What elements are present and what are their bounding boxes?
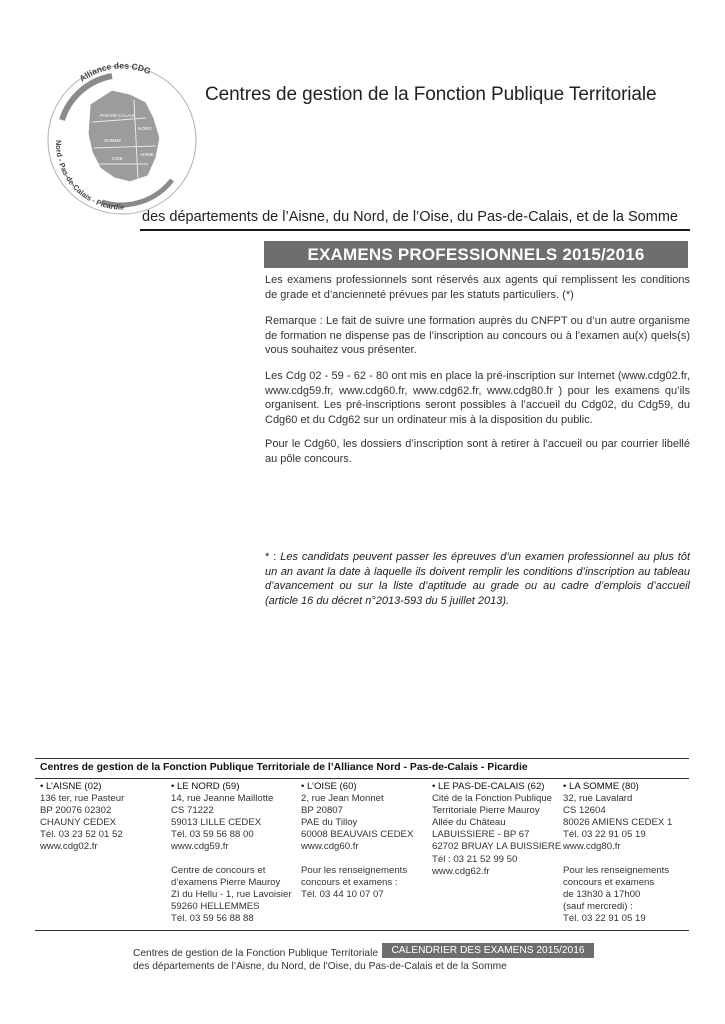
contact-line: www.cdg60.fr xyxy=(301,841,359,853)
contact-extra-line: d’examens Pierre Mauroy xyxy=(171,876,281,888)
contact-line: Territoriale Pierre Mauroy xyxy=(432,805,540,817)
footnote-text: Les candidats peuvent passer les épreuves d’un examen professionnel au plus tôt un an avant la date à laquelle ils doivent remplir les conditions d’inscription au tableau d’avancement ou sur la liste d’aptitude au grade ou au cadre d’emplois d’accueil (article 16 du décret n°2013-593 du 5 juillet 2013). xyxy=(265,551,691,607)
footer-title: Centres de gestion de la Fonction Publique Territoriale de l’Alliance Nord - Pas-de-Calais - Picardie xyxy=(40,762,528,773)
contact-line: Tél. 03 22 91 05 19 xyxy=(563,829,646,841)
contact-line: www.cdg59.fr xyxy=(171,841,229,853)
contact-column-oise xyxy=(301,781,413,901)
contact-line: www.cdg02.fr xyxy=(40,841,98,853)
contact-line: www.cdg62.fr xyxy=(432,865,490,877)
contact-column-pas-de-calais xyxy=(432,781,561,878)
logo-arc-top-text: Alliance des CDG xyxy=(77,60,153,84)
section-banner xyxy=(264,241,688,268)
map-label-nord: NORD xyxy=(138,126,152,131)
contact-line: 14, rue Jeanne Maillotte xyxy=(171,793,274,805)
contact-extra-line: Tél. 03 59 56 88 88 xyxy=(171,912,254,924)
contact-line: LABUISSIERE - BP 67 xyxy=(432,829,530,841)
contact-line: 136 ter, rue Pasteur xyxy=(40,793,125,805)
contact-extra-line: concours et examens : xyxy=(301,876,398,888)
contact-column-somme xyxy=(563,781,672,925)
footer-title-rule xyxy=(35,778,689,779)
contact-spacer xyxy=(301,854,413,865)
contact-line: www.cdg80.fr xyxy=(563,841,621,853)
bottom-caption-line2: des départements de l’Aisne, du Nord, de l’Oise, du Pas-de-Calais et de la Somme xyxy=(133,961,507,972)
contact-extra-line: de 13h30 à 17h00 xyxy=(563,888,641,900)
footer-top-rule xyxy=(35,758,689,759)
map-label-somme: SOMME xyxy=(104,138,122,143)
contact-extra-line: Centre de concours et xyxy=(171,864,266,876)
region-map xyxy=(88,90,160,182)
logo-arc-bottom-text: Nord - Pas-de-Calais - Picardie xyxy=(53,139,125,212)
contact-extra-line: concours et examens xyxy=(563,876,655,888)
contact-extra-line: Pour les renseignements xyxy=(563,864,670,876)
contact-line: Tél. 03 59 56 88 00 xyxy=(171,829,254,841)
contact-extra-line: 59260 HELLEMMES xyxy=(171,900,260,912)
contact-line: 32, rue Lavalard xyxy=(563,793,633,805)
contact-column-nord xyxy=(171,781,292,925)
remark-paragraph: Remarque : Le fait de suivre une formation auprès du CNFPT ou d’un autre organisme de formation ne dispense pas de l’inscription au concours ou à l’examen au(x) quels(s) vous souhaitez vous présenter. xyxy=(265,315,690,357)
contact-extra-line: Pour les renseignements xyxy=(301,864,408,876)
contact-line: Tél : 03 21 52 99 50 xyxy=(432,853,518,865)
contact-line: CS 71222 xyxy=(171,805,214,817)
contact-line: 80026 AMIENS CEDEX 1 xyxy=(563,817,673,829)
calendar-badge-label: CALENDRIER DES EXAMENS 2015/2016 xyxy=(391,945,585,956)
contact-line: 2, rue Jean Monnet xyxy=(301,793,384,805)
cdg60-paragraph: Pour le Cdg60, les dossiers d’inscription sont à retirer à l’accueil ou par courrier libellé au pôle concours. xyxy=(265,438,690,465)
page-title: Centres de gestion de la Fonction Publique Territoriale xyxy=(205,84,657,105)
contact-line: PAE du Tilloy xyxy=(301,817,358,829)
contact-line: 59013 LILLE CEDEX xyxy=(171,817,262,829)
contact-heading: • L’AISNE (02) xyxy=(40,781,102,792)
preinscription-paragraph: Les Cdg 02 - 59 - 62 - 80 ont mis en place la pré-inscription sur Internet (www.cdg02.fr, www.cdg59.fr, www.cdg60.fr, www.cdg62.fr, www.cdg80.fr ) pour les examens qu’ils organisent. Les pré-inscriptions seront possibles à l’accueil du Cdg02, du Cdg59, du Cdg60 et du Cdg62 sur un ordinateur mis à la disposition du public. xyxy=(265,370,690,426)
intro-paragraph: Les examens professionnels sont réservés aux agents qui remplissent les conditions de grade et d’ancienneté prévues par les statuts particuliers. (*) xyxy=(265,274,690,301)
cdg-alliance-logo xyxy=(42,60,202,220)
contact-extra-line: Tél. 03 22 91 05 19 xyxy=(563,912,646,924)
contact-column-aisne xyxy=(40,781,124,854)
calendar-badge xyxy=(382,943,594,958)
map-label-pas-de-calais: PAS-DE-CALAIS xyxy=(100,113,135,118)
contact-heading: • L’OISE (60) xyxy=(301,781,357,792)
footer-bottom-rule xyxy=(35,930,689,931)
contact-extra-line: Tél. 03 44 10 07 07 xyxy=(301,888,384,900)
contact-line: Allée du Château xyxy=(432,817,506,829)
map-label-oise: OISE xyxy=(112,156,123,161)
contact-line: 62702 BRUAY LA BUISSIERE xyxy=(432,841,562,853)
page-subtitle: des départements de l’Aisne, du Nord, de l’Oise, du Pas-de-Calais, et de la Somme xyxy=(142,209,678,225)
svg-text:Alliance des CDG xyxy=(77,60,152,83)
contact-line: CS 12604 xyxy=(563,805,606,817)
contact-line: Tél. 03 23 52 01 52 xyxy=(40,829,123,841)
contact-heading: • LE PAS-DE-CALAIS (62) xyxy=(432,781,545,792)
bottom-caption-line1: Centres de gestion de la Fonction Publique Territoriale xyxy=(133,948,379,959)
map-label-aisne: AISNE xyxy=(140,152,154,157)
contact-spacer xyxy=(563,854,672,865)
banner-label: EXAMENS PROFESSIONNELS 2015/2016 xyxy=(307,245,645,264)
contact-spacer xyxy=(171,854,292,865)
contact-line: 60008 BEAUVAIS CEDEX xyxy=(301,829,414,841)
header-divider xyxy=(140,229,690,231)
footnote-marker: * : xyxy=(265,551,281,563)
contact-line: Cité de la Fonction Publique xyxy=(432,793,552,805)
contact-line: BP 20807 xyxy=(301,805,343,817)
contact-extra-line: (sauf mercredi) : xyxy=(563,900,633,912)
contact-line: BP 20076 02302 xyxy=(40,805,112,817)
contact-extra-line: ZI du Hellu - 1, rue Lavoisier xyxy=(171,888,292,900)
footnote xyxy=(265,550,690,608)
contact-heading: • LA SOMME (80) xyxy=(563,781,639,792)
contact-heading: • LE NORD (59) xyxy=(171,781,240,792)
contact-line: CHAUNY CEDEX xyxy=(40,817,117,829)
